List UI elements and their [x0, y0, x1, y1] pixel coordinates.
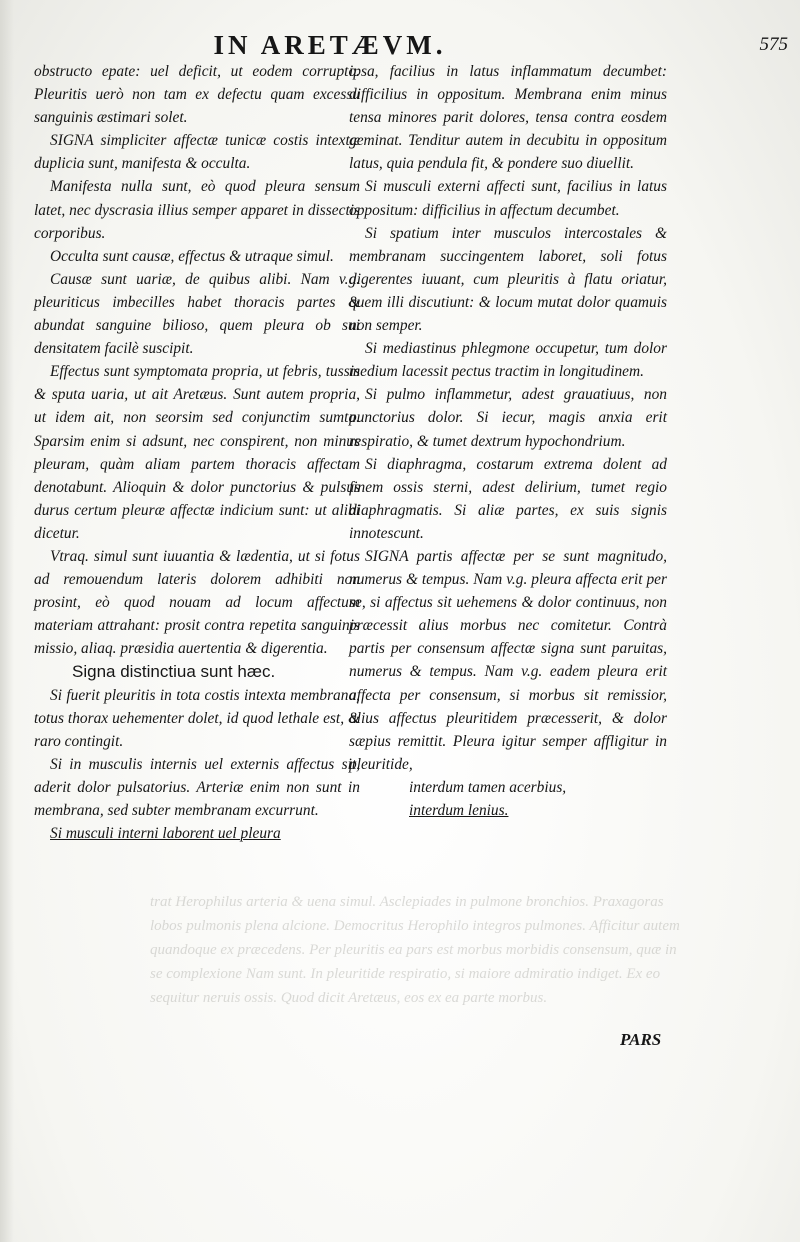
closing-line: interdum lenius.	[409, 802, 509, 819]
paragraph: Si pulmo inflammetur, adest grauatiuus, non punctorius dolor. Si iecur, magis anxia erit respiratio, & tumet dextrum hypochondrium.	[349, 386, 667, 450]
paragraph: Si fuerit pleuritis in tota costis intexta membrana, totus thorax uehementer dolet, id quod lethale est, & raro contingit.	[34, 686, 360, 750]
paragraph: Si spatium inter musculos intercostales & membranam succingentem laboret, soli fotus digerentes iuuant, cum pleuritis à flatu oriatur, quem illi discutiunt: & locum mutat dolor quamuis non semper.	[349, 224, 667, 335]
section-subheading: Signa distinctiua sunt hæc.	[72, 662, 276, 682]
catchword: PARS	[620, 1030, 662, 1049]
bleed-through-text: trat Herophilus arteria & uena simul. Asclepiades in pulmone bronchios. Praxagoras lobos pulmonis plena alcione. Democritus Herophilo integros pulmones. Afficitur autem quandoque ex præcedens. Per pleuritis ea pars est morbus morbidis consensum, quæ in se complexione Nam sunt. In pleuritide respiratio, si maiore admiratio indiget. Ex eo sequitur neruis ossis. Quod dicit Aretæus, eos ex ea parte morbus.	[150, 894, 680, 1006]
closing-line: interdum tamen acerbius,	[409, 778, 567, 796]
paragraph: ipsa, facilius in latus inflammatum decumbet: difficilius in oppositum. Membrana enim minus tensa minores parit dolores, tensa contra eosdem geminat. Tenditur autem in decubitu in oppositum latus, quia pendula fit, & pondere suo diuellit.	[349, 63, 667, 173]
paragraph: Occulta sunt causæ, effectus & utraque simul.	[50, 247, 334, 265]
left-column	[34, 60, 360, 845]
page-edge-shadow	[0, 0, 14, 1242]
paragraph: Effectus sunt symptomata propria, ut febris, tussis & sputa uaria, ut ait Aretæus. Sunt autem propria, ut idem ait, non seorsim sed conjunctim sumta. Sparsim enim si adsunt, nec conspirent, non minus pleuram, quàm aliam partem thoracis affectam denotabunt. Alioquin & dolor punctorius & pulsus durus certum pleuræ affectæ indicium sunt: ut alibi dicetur.	[34, 363, 360, 542]
paragraph: SIGNA partis affectæ per se sunt magnitudo, numerus & tempus. Nam v.g. pleura affecta erit per se, si affectus sit uehemens & dolor continuus, non præcessit alius morbus nec comitetur. Contrà partis per consensum affectæ signa sunt paruitas, numerus & tempus. Nam v.g. eadem pleura erit affecta per consensum, si morbus sit remissior, alius affectus pleuritidem præcesserit, & dolor sæpius remittit. Pleura igitur semper affligitur in pleuritide,	[349, 547, 667, 773]
paragraph: Causæ sunt uariæ, de quibus alibi. Nam v.g. pleuriticus imbecilles habet thoracis partes & abundat sanguine bilioso, quem pleura ob sui densitatem facilè suscipit.	[34, 270, 360, 358]
paragraph: Si musculi externi affecti sunt, facilius in latus oppositum: difficilius in affectum decumbet.	[349, 178, 667, 219]
paragraph: Si mediastinus phlegmone occupetur, tum dolor medium lacessit pectus tractim in longitudinem.	[349, 340, 667, 381]
paragraph: Si musculi interni laborent uel pleura	[50, 825, 281, 843]
page-number: 575	[759, 34, 788, 55]
right-column	[349, 60, 667, 822]
paragraph: obstructo epate: uel deficit, ut eodem corrupto. Pleuritis uerò non tam ex defectu quam excessu sanguinis æstimari solet.	[34, 63, 360, 127]
paragraph: SIGNA simpliciter affectæ tunicæ costis intextæ duplicia sunt, manifesta & occulta.	[34, 132, 360, 173]
running-head	[0, 28, 800, 62]
paragraph: Si diaphragma, costarum extrema dolent ad finem ossis sterni, adest delirium, tumet regio diaphragmatis. Si aliæ partes, ex suis signis innotescunt.	[349, 455, 667, 542]
paragraph: Si in musculis internis uel externis affectus sit, aderit dolor pulsatorius. Arteriæ enim non sunt in membrana, sed subter membranam excurrunt.	[34, 755, 360, 819]
running-title: IN ARETÆVM.	[213, 30, 447, 60]
paragraph: Vtraq. simul sunt iuuantia & lædentia, ut si fotus ad remouendum lateris dolorem adhibiti non prosint, eò quod nouam ad locum affectum materiam attrahant: prosit contra repetita sanguinis missio, aliaq. præsidia auertentia & digerentia.	[34, 547, 360, 658]
paragraph: Manifesta nulla sunt, eò quod pleura sensum latet, nec dyscrasia illius semper apparet in dissectis corporibus.	[34, 178, 360, 242]
